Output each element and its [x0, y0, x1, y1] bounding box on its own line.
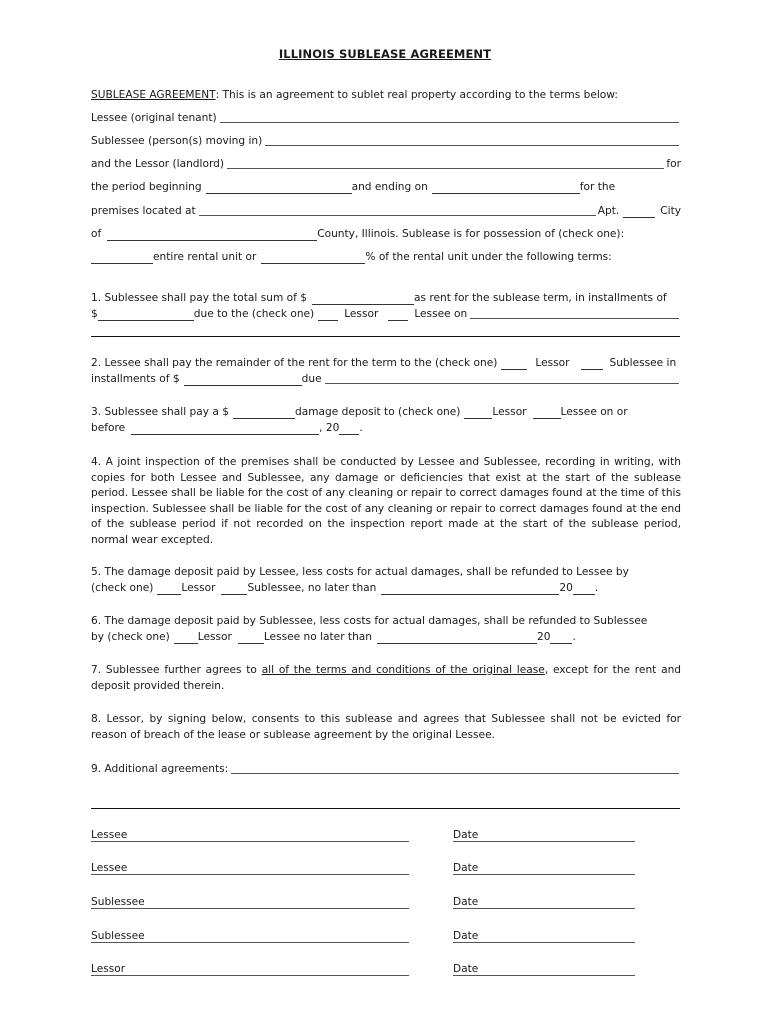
apt-field[interactable] — [623, 206, 655, 218]
sublessee-check-2[interactable] — [581, 358, 603, 370]
clause4-paragraph: 4. A joint inspection of the premises shall be conducted by Lessee and Sublessee, recording in writing, with copies for both Lessee and Sublessee, any damage or deficiencies that exist at the start of the sublease period. Lessee shall be liable for the cost of any cleaning or repair to correct damages found at the time of this inspection. Sublessee shall be liable for the cost of any cleaning or repair to correct damages found at the end of the sublease period if not recorded on the inspection report made at the start of the sublease period, normal wear excepted. — [91, 456, 681, 546]
lessee-check-6[interactable] — [238, 632, 264, 644]
signature-label: Sublessee — [91, 896, 145, 908]
clause3-line2 — [91, 421, 681, 435]
lessee-field[interactable] — [220, 121, 679, 123]
signature-label: Lessor — [91, 963, 126, 975]
divider-line — [91, 336, 680, 337]
clause6-year: 20 — [537, 631, 551, 643]
clause6-line2 — [91, 630, 681, 644]
of-label: of — [91, 228, 102, 240]
clause3-lessor: Lessor — [492, 406, 527, 418]
clause2-sublessee: Sublessee in — [609, 357, 677, 369]
date-label: Date — [453, 896, 479, 908]
clause5-year-field[interactable] — [573, 583, 595, 595]
clause7-text-a: 7. Sublessee further agrees to — [91, 664, 262, 676]
clause2-lessor: Lessor — [535, 357, 570, 369]
intro-label: SUBLEASE AGREEMENT — [91, 89, 216, 101]
clause3-period: . — [359, 422, 363, 434]
clause1-line1 — [91, 291, 681, 305]
clause5-line2 — [91, 581, 681, 595]
signature-row — [91, 862, 409, 876]
signature-row — [91, 829, 409, 843]
clause3-line1 — [91, 405, 681, 419]
clause7-text-c: , except for the rent and deposit provided therein. — [91, 664, 682, 692]
clause3-date-field[interactable] — [131, 423, 319, 435]
period-end-field[interactable] — [432, 182, 580, 194]
lessor-label: and the Lessor (landlord) — [91, 158, 224, 170]
date-label: Date — [453, 829, 479, 841]
period-row — [91, 180, 681, 194]
clause1-dollar: $ — [91, 308, 98, 320]
clause9-row — [91, 762, 681, 776]
date-row — [453, 930, 635, 944]
total-sum-field[interactable] — [312, 293, 414, 305]
lessor-row — [91, 157, 681, 171]
clause7-paragraph — [91, 663, 681, 694]
signature-row — [91, 896, 409, 910]
entire-unit-check[interactable] — [91, 252, 153, 264]
date-row — [453, 896, 635, 910]
signature-row — [91, 930, 409, 944]
date-row — [453, 829, 635, 843]
clause5-line1 — [91, 565, 681, 579]
for-label: for — [666, 158, 681, 170]
date-label: Date — [453, 963, 479, 975]
lessee-check-3[interactable] — [533, 407, 561, 419]
premises-row — [91, 204, 681, 218]
clause6-line1 — [91, 614, 681, 628]
clause2-line1 — [91, 356, 681, 370]
date-row — [453, 963, 635, 977]
clause3-year: , 20 — [319, 422, 340, 434]
clause3-text: 3. Sublessee shall pay a $ — [91, 406, 229, 418]
clause2-text: 2. Lessee shall pay the remainder of the rent for the term to the (check one) — [91, 357, 498, 369]
clause3-year-field[interactable] — [339, 423, 359, 435]
signature-label: Lessee — [91, 862, 128, 874]
premises-label: premises located at — [91, 205, 196, 217]
clause8-paragraph: 8. Lessor, by signing below, consents to this sublease and agrees that Sublessee shall not be evicted for reason of breach of the lease or sublease agreement by the original Lessee. — [91, 713, 681, 741]
clause3-before: before — [91, 422, 126, 434]
intro-line — [91, 88, 681, 102]
premises-address-field[interactable] — [199, 214, 596, 216]
lessor-check-6[interactable] — [174, 632, 198, 644]
for-the-label: for the — [579, 181, 616, 193]
clause9-label: 9. Additional agreements: — [91, 763, 229, 775]
clause3-text-b: damage deposit to (check one) — [294, 406, 461, 418]
entire-unit-label: entire rental unit or — [153, 251, 257, 263]
clause2-due: due — [301, 373, 322, 385]
clause6-year-field[interactable] — [550, 632, 572, 644]
clause7-original-lease: all of the terms and conditions of the original lease — [261, 664, 545, 676]
clause2-line2 — [91, 372, 681, 386]
lessor-check-2[interactable] — [501, 358, 527, 370]
county-row — [91, 227, 681, 241]
lessor-check-1[interactable] — [318, 309, 338, 321]
clause1-lessee-on: Lessee on — [414, 308, 468, 320]
lessor-check-5[interactable] — [157, 583, 181, 595]
signature-label: Lessee — [91, 829, 128, 841]
lessee-row — [91, 111, 681, 125]
clause1-text: 1. Sublessee shall pay the total sum of $ — [91, 292, 307, 304]
clause6-text: 6. The damage deposit paid by Sublessee, less costs for actual damages, shall be refunded to Sublessee — [91, 615, 648, 627]
clause5-check-one: (check one) — [91, 582, 154, 594]
clause6-period: . — [572, 631, 576, 643]
signature-label: Sublessee — [91, 930, 145, 942]
possession-row — [91, 250, 681, 264]
date-row — [453, 862, 635, 876]
clause5-sublessee: Sublessee, no later than — [247, 582, 377, 594]
intro-text: : This is an agreement to sublet real property according to the terms below: — [215, 89, 618, 101]
clause5-period: . — [594, 582, 599, 594]
clause2-due-field[interactable] — [325, 382, 679, 384]
installment-field[interactable] — [98, 309, 194, 321]
clause5-date-field[interactable] — [381, 583, 559, 595]
period-beginning-label: the period beginning — [91, 181, 202, 193]
deposit-amount-field[interactable] — [233, 407, 295, 419]
county-label: County, Illinois. Sublease is for possession of (check one): — [317, 228, 625, 240]
clause5-year: 20 — [559, 582, 573, 594]
clause1-date-field[interactable] — [470, 317, 679, 319]
lessee-check-1[interactable] — [388, 309, 408, 321]
clause2-installments: installments of $ — [91, 373, 180, 385]
percent-label: % of the rental unit under the following terms: — [365, 251, 612, 263]
ending-label: and ending on — [351, 181, 428, 193]
period-start-field[interactable] — [206, 182, 352, 194]
apt-label: Apt. — [597, 205, 620, 217]
clause1-lessor: Lessor — [344, 308, 379, 320]
lessee-label: Lessee (original tenant) — [91, 112, 217, 124]
clause6-date-field[interactable] — [377, 632, 537, 644]
sublessee-label: Sublessee (person(s) moving in) — [91, 135, 263, 147]
lessor-field[interactable] — [227, 167, 664, 169]
sublessee-field[interactable] — [265, 144, 679, 146]
date-label: Date — [453, 930, 479, 942]
sublessee-row — [91, 134, 681, 148]
document-title: ILLINOIS SUBLEASE AGREEMENT — [278, 47, 492, 61]
clause1-text-b: as rent for the sublease term, in installments of — [413, 292, 667, 304]
clause6-lessor: Lessor — [197, 631, 232, 643]
additional-agreements-field[interactable] — [231, 772, 679, 774]
clause1-line2 — [91, 307, 681, 321]
percent-field[interactable] — [261, 252, 365, 264]
city-label: City — [660, 205, 681, 217]
signature-row — [91, 963, 409, 977]
clause6-lessee: Lessee no later than — [263, 631, 372, 643]
city-field[interactable] — [107, 229, 317, 241]
clause3-lessee: Lessee on or — [560, 406, 628, 418]
clause1-text-d: due to the (check one) — [193, 308, 315, 320]
clause2-amount-field[interactable] — [184, 374, 302, 386]
lessor-check-3[interactable] — [464, 407, 492, 419]
sublessee-check-5[interactable] — [221, 583, 247, 595]
clause6-check-one: by (check one) — [91, 631, 170, 643]
clause5-text: 5. The damage deposit paid by Lessee, less costs for actual damages, shall be refunded to Lessee by — [91, 566, 629, 578]
additional-agreements-line[interactable] — [91, 808, 680, 809]
clause5-lessor: Lessor — [181, 582, 216, 594]
date-label: Date — [453, 862, 479, 874]
